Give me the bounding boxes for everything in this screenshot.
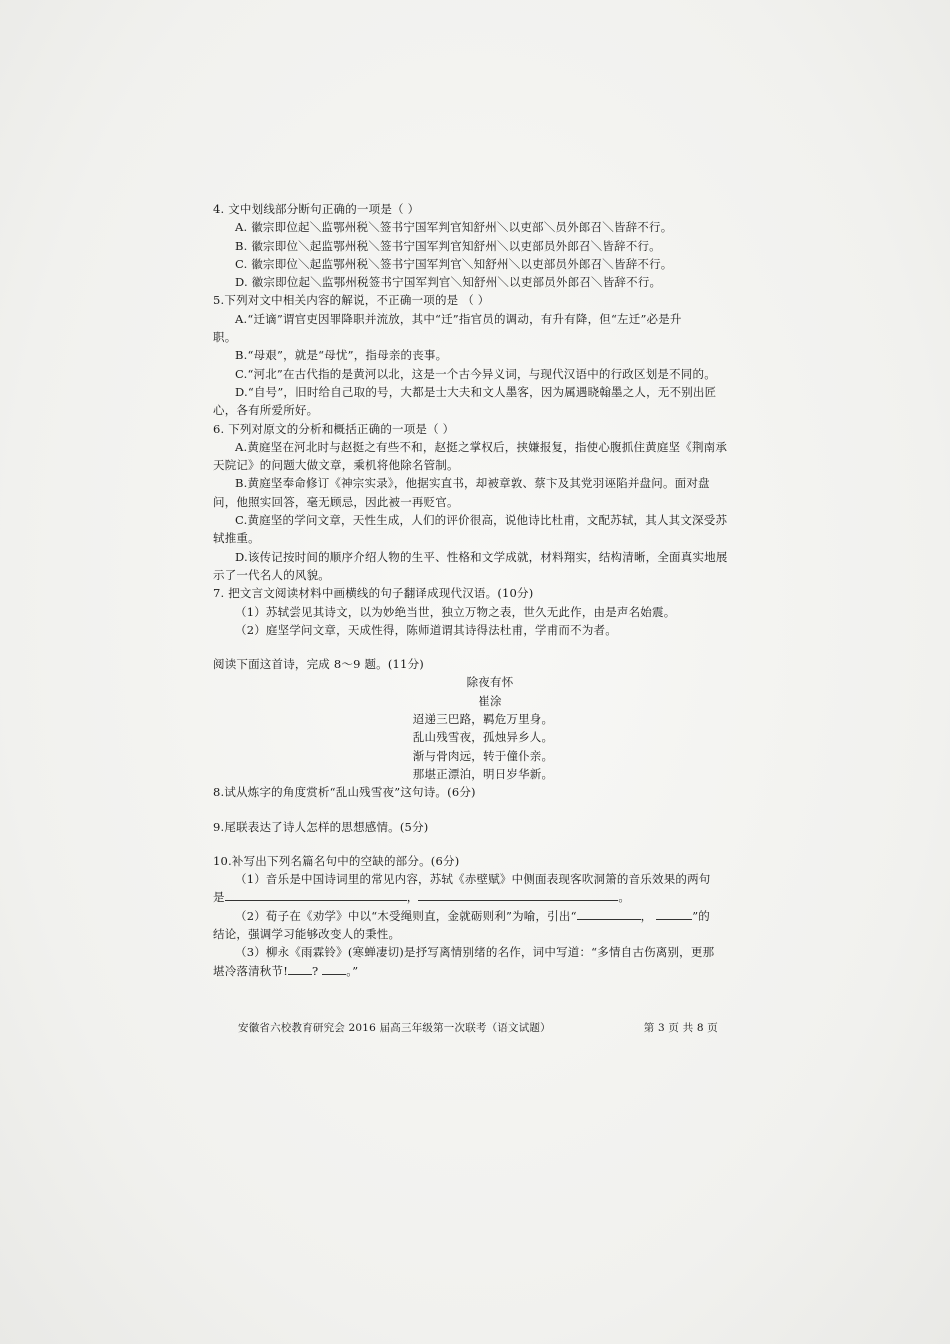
q6-option-d: D.该传记按时间的顺序介绍人物的生平、性格和文学成就，材料翔实，结构清晰，全面真实地展 <box>235 549 728 564</box>
q6-option-c-cont: 轼推重。 <box>213 531 260 546</box>
q4-option-c: C. 徽宗即位＼起监鄂州税＼签书宁国军判官＼知舒州＼以吏部员外郎召＼皆辞不行。 <box>235 256 673 271</box>
poem-intro: 阅读下面这首诗，完成 8～9 题。(11分) <box>213 657 424 672</box>
q6-option-b-cont: 问，他照实回答，毫无顾忌，因此被一再贬官。 <box>213 494 459 509</box>
footer-exam-title: 安徽省六校教育研究会 2016 届高三年级第一次联考（语文试题） <box>238 1022 551 1034</box>
q6-option-b: B.黄庭坚奉命修订《神宗实录》，他据实直书，却被章敦、蔡卞及其党羽诬陷并盘问。面对盘 <box>235 476 710 491</box>
answer-blank[interactable] <box>656 907 692 920</box>
q4-stem: 4. 文中划线部分断句正确的一项是（ ） <box>213 202 420 216</box>
answer-blank[interactable] <box>322 962 346 975</box>
q8-stem: 8.试从炼字的角度赏析“乱山残雪夜”这句诗。(6分) <box>213 785 476 800</box>
footer-page-number: 第 3 页 共 8 页 <box>643 1022 718 1034</box>
q7-sentence-2: （2）庭坚学问文章，天成性得，陈师道谓其诗得法杜甫，学甫而不为者。 <box>235 622 617 637</box>
answer-blank[interactable] <box>418 888 618 901</box>
poem-title: 除夜有怀 <box>466 675 514 690</box>
q6-stem: 6. 下列对原文的分析和概括正确的一项是（ ） <box>213 421 455 436</box>
q5-option-b: B.“母艰”，就是“母忧”，指母亲的丧事。 <box>235 348 448 363</box>
q6-option-a-cont: 天院记》的问题大做文章，乘机将他除名管制。 <box>213 458 459 473</box>
q5-option-a-cont: 职。 <box>213 330 237 345</box>
q5-stem: 5.下列对文中相关内容的解说，不正确一项的是 （ ） <box>213 293 490 308</box>
poem-author: 崔涂 <box>478 693 502 708</box>
q4-option-b: B. 徽宗即位＼起监鄂州税＼签书宁国军判官知舒州＼以吏部员外郎召＼皆辞不行。 <box>235 238 661 253</box>
q4-option-a: A. 徽宗即位起＼监鄂州税＼签书宁国军判官知舒州＼以吏部＼员外郎召＼皆辞不行。 <box>235 220 673 235</box>
q10-item-3: （3）柳永《雨霖铃》(寒蝉凄切)是抒写离情别绪的名作，词中写道：“多情自古伤离别，更那 <box>235 945 715 960</box>
q7-stem: 7. 把文言文阅读材料中画横线的句子翻译成现代汉语。(10分) <box>213 586 534 601</box>
q5-option-d-cont: 心，各有所爱所好。 <box>213 403 319 418</box>
poem-line: 乱山残雪夜，孤烛异乡人。 <box>412 730 554 745</box>
answer-blank[interactable] <box>288 962 312 975</box>
q6-option-a: A.黄庭坚在河北时与赵挺之有些不和，赵挺之掌权后，挟嫌报复，指使心腹抓住黄庭坚《荆南承 <box>235 439 728 454</box>
q10-item-1: （1）音乐是中国诗词里的常见内容，苏轼《赤壁赋》中侧面表现客吹洞箫的音乐效果的两句 <box>235 872 711 887</box>
page-footer <box>238 1020 718 1035</box>
poem-line: 那堪正漂泊，明日岁华新。 <box>412 766 554 781</box>
q6-option-d-cont: 示了一代名人的风貌。 <box>213 567 330 582</box>
q10-stem: 10.补写出下列名篇名句中的空缺的部分。(6分) <box>213 853 460 868</box>
q10-item-2: （2）荀子在《劝学》中以“木受绳则直，金就砺则利”为喻，引出“ ， ”的 <box>235 908 710 923</box>
answer-blank[interactable] <box>577 907 641 920</box>
answer-blank[interactable] <box>225 888 407 901</box>
q4-option-d: D. 徽宗即位起＼监鄂州税签书宁国军判官＼知舒州＼以吏部员外郎召＼皆辞不行。 <box>235 275 662 290</box>
q5-option-a: A.“迁谪”谓官吏因罪降职并流放，其中“迁”指官员的调动，有升有降，但“左迁”必是升 <box>235 311 682 326</box>
q10-item-3-cont: 堪冷落清秋节! ? 。” <box>213 963 359 978</box>
q6-option-c: C.黄庭坚的学问文章，天性生成，人们的评价很高，说他诗比杜甫，文配苏轼，其人其文深受苏 <box>235 513 728 528</box>
q5-option-c: C.“河北”在古代指的是黄河以北，这是一个古今异义词，与现代汉语中的行政区划是不同的。 <box>235 366 716 381</box>
q9-stem: 9.尾联表达了诗人怎样的思想感情。(5分) <box>213 819 429 834</box>
poem-line: 渐与骨肉远，转于僮仆亲。 <box>412 748 554 763</box>
q5-option-d: D.“自号”，旧时给自己取的号，大都是士大夫和文人墨客，因为属遇晓翰墨之人，无不别出匠 <box>235 384 717 399</box>
q10-item-2-cont: 结论，强调学习能够改变人的秉性。 <box>213 926 401 941</box>
q7-sentence-1: （1）苏轼尝见其诗文，以为妙绝当世，独立万物之表，世久无此作，由是声名始震。 <box>235 604 676 619</box>
poem-line: 迢递三巴路，羁危万里身。 <box>412 712 554 727</box>
exam-content <box>213 200 753 980</box>
q10-item-1-cont: 是 ， 。 <box>213 890 631 905</box>
